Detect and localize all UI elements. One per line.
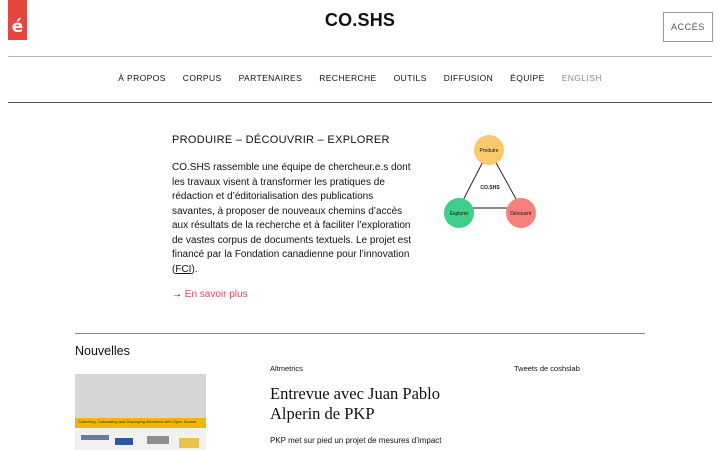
more-link[interactable]: En savoir plus — [184, 289, 248, 300]
thumbnail-caption: Collecting, Calculating and Displaying Altmetrics with Open Source — [78, 419, 197, 424]
intro-section — [172, 134, 417, 300]
news-article-title[interactable]: Entrevue avec Juan Pablo Alperin de PKP — [270, 384, 440, 423]
tweets-heading: Tweets de coshslab — [514, 364, 580, 373]
nav-item-partenaires[interactable]: PARTENAIRES — [238, 73, 303, 83]
header-divider — [8, 56, 712, 57]
tagline: PRODUIRE – DÉCOUVRIR – EXPLORER — [172, 134, 390, 146]
thumbnail-graphic — [179, 438, 199, 448]
intro-paragraph — [172, 161, 417, 277]
diagram-label-center: CO.SHS — [480, 185, 500, 191]
intro-brand: CO.SHS — [172, 162, 211, 173]
news-excerpt: PKP met sur pied un projet de mesures d’impact — [270, 436, 442, 445]
more-row — [172, 289, 417, 300]
news-heading: Nouvelles — [75, 344, 130, 358]
news-thumbnail[interactable] — [75, 374, 206, 450]
nav-item-a-propos[interactable]: À PROPOS — [118, 73, 166, 83]
diagram-label-explorer: Explorer — [449, 211, 469, 217]
acces-button[interactable]: ACCÈS — [663, 12, 713, 42]
logo-letter: é — [11, 17, 24, 37]
nav-item-diffusion[interactable]: DIFFUSION — [443, 73, 494, 83]
nav-item-recherche[interactable]: RECHERCHE — [319, 73, 377, 83]
thumbnail-graphic — [81, 435, 109, 440]
section-divider — [75, 333, 645, 334]
thumbnail-graphic — [147, 436, 169, 444]
coshs-diagram — [440, 130, 542, 232]
nav-item-corpus[interactable]: CORPUS — [182, 73, 222, 83]
nav-item-equipe[interactable]: ÉQUIPE — [510, 73, 545, 83]
fci-abbreviation: FCI — [175, 263, 192, 275]
intro-body: rassemble une équipe de chercheur.e.s dont les travaux visent à transformer les pratiques de rédaction et d’éditorialisation des publications savantes, à proposer de nouveaux chemins d’accès aux résultats de la recherche et à faciliter l’exploration de vastes corpus de documents textuels. Le projet est financé par la Fondation canadienne pour l’innovation ( — [172, 162, 412, 275]
thumbnail-logo — [115, 438, 133, 445]
language-switch-link[interactable]: ENGLISH — [561, 73, 602, 83]
news-category[interactable]: Altmetrics — [270, 364, 303, 373]
intro-body-end: ). — [191, 263, 198, 275]
diagram-label-produire: Produire — [479, 148, 499, 154]
main-nav — [0, 73, 720, 83]
nav-item-outils[interactable]: OUTILS — [393, 73, 427, 83]
nav-divider — [8, 102, 712, 103]
diagram-label-decouvrir: Découvrir — [510, 211, 532, 217]
arrow-right-icon: → — [172, 289, 182, 300]
site-title[interactable]: CO.SHS — [324, 10, 396, 30]
